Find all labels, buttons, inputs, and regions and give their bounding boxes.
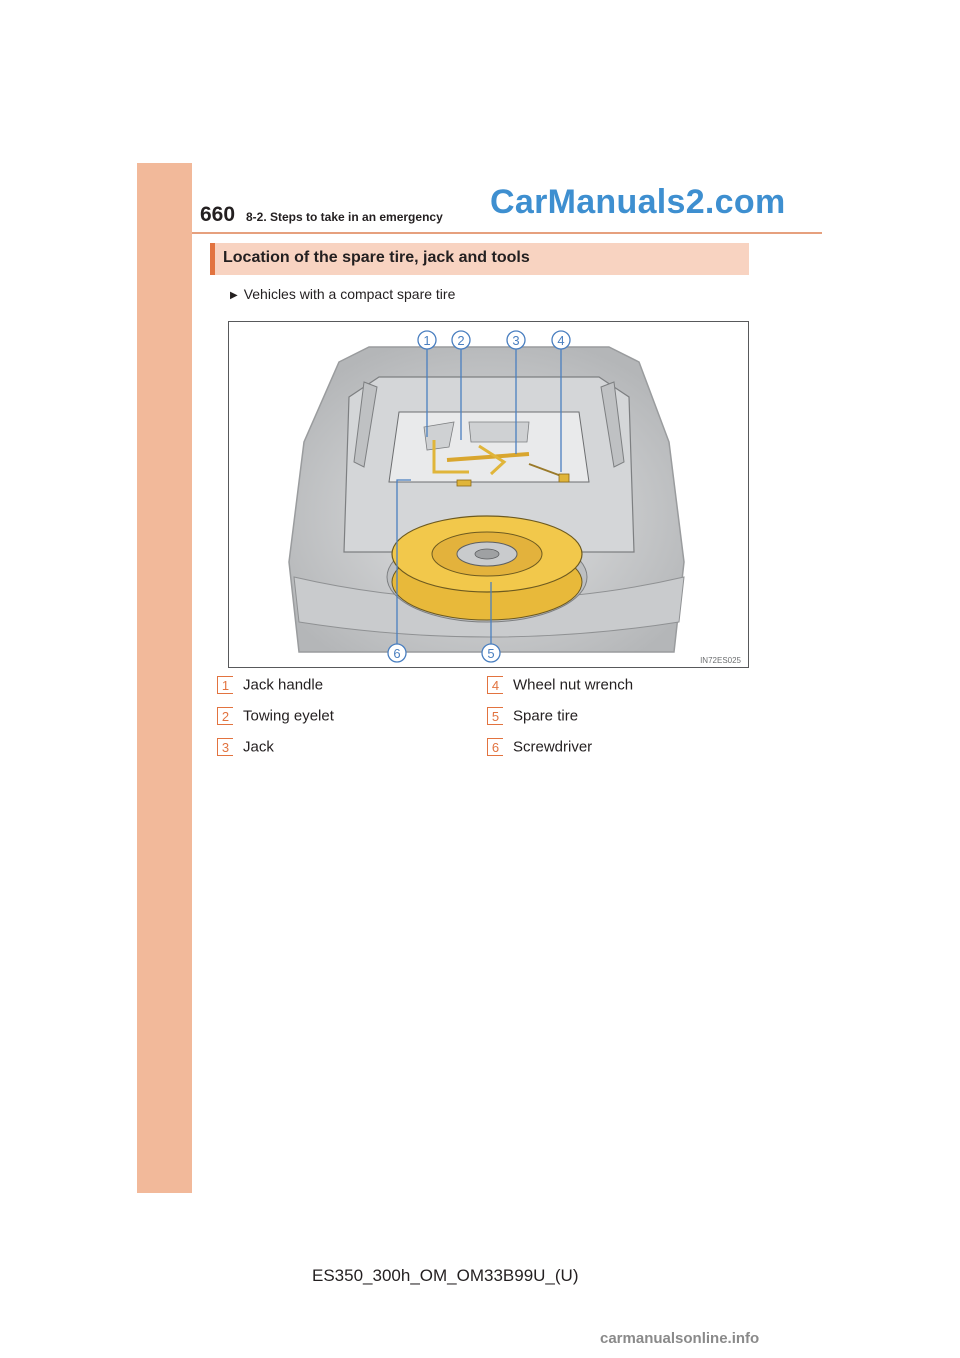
footer-code: ES350_300h_OM_OM33B99U_(U)	[312, 1266, 579, 1285]
legend-number: 6	[487, 738, 503, 756]
bullet-item	[230, 286, 455, 302]
header-rule	[192, 232, 822, 234]
legend-label: Spare tire	[513, 707, 579, 725]
svg-text:3: 3	[512, 333, 520, 348]
svg-text:6: 6	[393, 646, 401, 661]
watermark-top: CarManuals2.com	[490, 183, 786, 221]
legend-number: 4	[487, 676, 503, 694]
chapter-side-tab	[137, 163, 192, 1193]
legend-number: 1	[217, 676, 233, 694]
heading-accent	[210, 243, 215, 275]
legend-item	[487, 707, 578, 725]
section-title: 8-2. Steps to take in an emergency	[246, 210, 443, 224]
legend-number: 2	[217, 707, 233, 725]
legend-label: Jack handle	[243, 676, 324, 694]
triangle-bullet-icon: ▶	[230, 290, 238, 301]
trunk-drawing	[229, 322, 748, 667]
illustration-code: IN72ES025	[700, 656, 741, 665]
legend-label: Towing eyelet	[243, 707, 334, 725]
svg-text:1: 1	[423, 333, 431, 348]
legend-item	[217, 738, 274, 756]
legend-item	[217, 707, 334, 725]
legend-number: 3	[217, 738, 233, 756]
legend-item	[487, 676, 633, 694]
legend-item	[217, 676, 323, 694]
page-number: 660	[200, 203, 236, 226]
watermark-bottom: carmanualsonline.info	[600, 1330, 760, 1347]
legend-label: Screwdriver	[513, 738, 593, 756]
heading-bar	[210, 243, 749, 275]
legend-item	[487, 738, 592, 756]
legend-label: Wheel nut wrench	[513, 676, 634, 694]
svg-text:4: 4	[557, 333, 565, 348]
heading-title: Location of the spare tire, jack and tools	[223, 249, 530, 266]
trunk-illustration	[228, 321, 749, 668]
svg-text:5: 5	[487, 646, 495, 661]
bullet-text: Vehicles with a compact spare tire	[243, 286, 456, 302]
legend-number: 5	[487, 707, 503, 725]
svg-text:2: 2	[457, 333, 465, 348]
legend-label: Jack	[243, 738, 274, 756]
